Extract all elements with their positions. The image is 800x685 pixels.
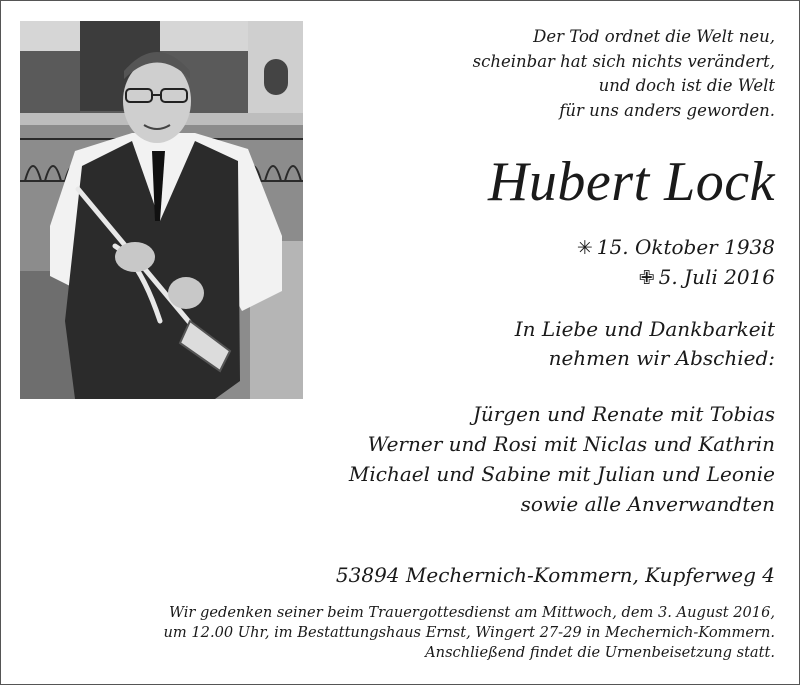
service-line: Anschließend findet die Urnenbeisetzung statt. xyxy=(425,644,775,661)
family-line: sowie alle Anverwandten xyxy=(520,492,775,516)
death-cross-icon: ✙ xyxy=(638,266,655,289)
family-block xyxy=(349,399,775,519)
family-line: Michael und Sabine mit Julian und Leonie xyxy=(348,462,775,486)
birth-date-line xyxy=(577,233,775,263)
quote-line: scheinbar hat sich nichts verändert, xyxy=(472,51,775,71)
death-date: 5. Juli 2016 xyxy=(658,264,775,289)
farewell-block xyxy=(515,315,775,372)
portrait-photo xyxy=(20,21,303,399)
dates-block xyxy=(577,233,775,292)
quote-line: für uns anders geworden. xyxy=(559,100,775,120)
address: 53894 Mechernich-Kommern, Kupferweg 4 xyxy=(335,563,775,587)
quote-line: und doch ist die Welt xyxy=(598,76,775,95)
service-line: Wir gedenken seiner beim Trauergottesdienst am Mittwoch, dem 3. August 2016, xyxy=(168,604,775,621)
birth-star-icon: ✳ xyxy=(576,237,593,259)
farewell-line: nehmen wir Abschied: xyxy=(548,345,775,370)
service-details xyxy=(164,603,776,663)
death-date-line xyxy=(577,263,775,293)
birth-date: 15. Oktober 1938 xyxy=(596,235,775,259)
family-line: Jürgen und Renate mit Tobias xyxy=(472,402,775,426)
service-line: um 12.00 Uhr, im Bestattungshaus Ernst, Wingert 27-29 in Mechernich-Kommern. xyxy=(163,624,775,641)
family-line: Werner und Rosi mit Niclas und Kathrin xyxy=(367,432,775,456)
deceased-name: Hubert Lock xyxy=(487,151,775,213)
farewell-line: In Liebe und Dankbarkeit xyxy=(514,317,775,341)
quote-line: Der Tod ordnet die Welt neu, xyxy=(533,27,775,46)
quote-block xyxy=(473,25,775,123)
